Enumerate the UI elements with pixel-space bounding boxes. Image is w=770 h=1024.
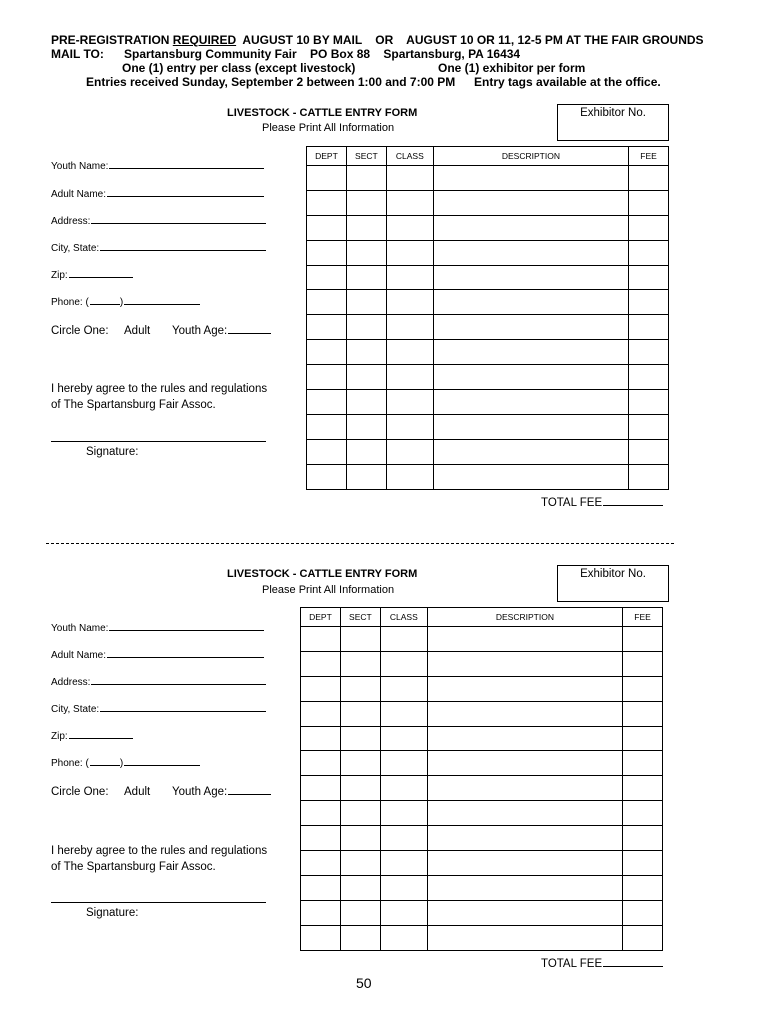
fee-cell[interactable] — [623, 751, 663, 776]
fee-cell[interactable] — [623, 875, 663, 900]
column-header-dept: DEPT — [301, 608, 341, 627]
agreement-line-1: I hereby agree to the rules and regulations — [51, 383, 268, 395]
class-cell[interactable] — [386, 166, 433, 191]
signature-label: Signature: — [86, 446, 139, 458]
table-row — [307, 340, 669, 365]
table-row — [301, 751, 663, 776]
class-cell[interactable] — [386, 215, 433, 240]
fee-cell[interactable] — [629, 390, 669, 415]
description-cell[interactable] — [433, 315, 628, 340]
fee-cell[interactable] — [629, 215, 669, 240]
dept-cell[interactable] — [301, 925, 341, 950]
form-subtitle: Please Print All Information — [262, 122, 395, 134]
fee-cell[interactable] — [629, 190, 669, 215]
fee-cell[interactable] — [623, 925, 663, 950]
dept-cell[interactable] — [301, 676, 341, 701]
youth-name-field[interactable] — [51, 161, 264, 172]
table-row — [301, 925, 663, 950]
header-registration-line — [51, 33, 704, 47]
description-cell[interactable] — [427, 651, 622, 676]
youth-age-field[interactable] — [172, 325, 271, 337]
city-state-label: City, State: — [51, 704, 100, 715]
sect-cell[interactable] — [340, 776, 380, 801]
table-row — [307, 290, 669, 315]
class-cell[interactable] — [380, 776, 427, 801]
sect-cell[interactable] — [340, 751, 380, 776]
description-cell[interactable] — [427, 751, 622, 776]
phone-paren: ) — [119, 297, 124, 308]
youth-name-field[interactable] — [51, 623, 264, 634]
zip-field[interactable] — [51, 270, 133, 281]
class-cell[interactable] — [380, 676, 427, 701]
table-row — [301, 776, 663, 801]
dept-cell[interactable] — [301, 875, 341, 900]
dept-cell[interactable] — [307, 414, 347, 439]
zip-field[interactable] — [51, 731, 133, 742]
fee-cell[interactable] — [623, 851, 663, 876]
description-cell[interactable] — [433, 439, 628, 464]
fee-cell[interactable] — [623, 900, 663, 925]
sect-cell[interactable] — [346, 166, 386, 191]
cut-line — [46, 543, 674, 544]
required-text: REQUIRED — [172, 33, 237, 47]
table-row — [301, 875, 663, 900]
dept-cell[interactable] — [307, 315, 347, 340]
column-header-fee: FEE — [623, 608, 663, 627]
dept-cell[interactable] — [301, 651, 341, 676]
class-cell[interactable] — [386, 265, 433, 290]
table-row — [307, 166, 669, 191]
class-cell[interactable] — [386, 390, 433, 415]
class-cell[interactable] — [386, 414, 433, 439]
phone-paren: ) — [119, 758, 124, 769]
table-row — [307, 265, 669, 290]
total-fee-field[interactable] — [541, 497, 663, 509]
description-cell[interactable] — [427, 900, 622, 925]
dept-cell[interactable] — [301, 900, 341, 925]
sect-cell[interactable] — [340, 826, 380, 851]
sect-cell[interactable] — [346, 190, 386, 215]
dept-cell[interactable] — [307, 464, 347, 489]
table-row — [301, 627, 663, 652]
description-cell[interactable] — [427, 851, 622, 876]
signature-line[interactable] — [51, 902, 266, 903]
dept-cell[interactable] — [301, 826, 341, 851]
table-row — [301, 851, 663, 876]
fee-cell[interactable] — [623, 801, 663, 826]
description-cell[interactable] — [433, 390, 628, 415]
class-cell[interactable] — [380, 900, 427, 925]
rule-entry-per-class: One (1) entry per class (except livestock) — [122, 61, 356, 75]
class-cell[interactable] — [386, 190, 433, 215]
table-header-row — [301, 608, 663, 627]
description-cell[interactable] — [433, 215, 628, 240]
fee-cell[interactable] — [629, 464, 669, 489]
dept-cell[interactable] — [301, 776, 341, 801]
agreement-line-2: of The Spartansburg Fair Assoc. — [51, 399, 216, 411]
sect-cell[interactable] — [346, 390, 386, 415]
rule-entry-tags: Entry tags available at the office. — [474, 75, 661, 89]
sect-cell[interactable] — [340, 900, 380, 925]
dept-cell[interactable] — [301, 701, 341, 726]
class-cell[interactable] — [380, 925, 427, 950]
column-header-class: CLASS — [380, 608, 427, 627]
fee-cell[interactable] — [629, 240, 669, 265]
exhibitor-number-box[interactable] — [557, 565, 669, 602]
phone-label: Phone: ( — [51, 758, 89, 769]
sect-cell[interactable] — [346, 315, 386, 340]
sect-cell[interactable] — [340, 851, 380, 876]
class-cell[interactable] — [380, 651, 427, 676]
fee-cell[interactable] — [623, 676, 663, 701]
fee-cell[interactable] — [623, 651, 663, 676]
fee-cell[interactable] — [623, 701, 663, 726]
phone-field[interactable] — [51, 758, 200, 769]
sect-cell[interactable] — [340, 726, 380, 751]
sect-cell[interactable] — [346, 464, 386, 489]
zip-label: Zip: — [51, 731, 68, 742]
table-row — [307, 365, 669, 390]
address-field[interactable] — [51, 677, 266, 688]
fee-cell[interactable] — [629, 290, 669, 315]
table-row — [307, 215, 669, 240]
table-row — [301, 826, 663, 851]
column-header-description: DESCRIPTION — [433, 147, 628, 166]
table-row — [301, 651, 663, 676]
fee-cell[interactable] — [623, 726, 663, 751]
sect-cell[interactable] — [340, 627, 380, 652]
youth-age-label: Youth Age: — [172, 325, 228, 337]
table-row — [301, 801, 663, 826]
dept-cell[interactable] — [307, 265, 347, 290]
mail-to-line — [51, 47, 104, 61]
class-cell[interactable] — [380, 701, 427, 726]
sect-cell[interactable] — [340, 925, 380, 950]
dept-cell[interactable] — [307, 390, 347, 415]
form-subtitle: Please Print All Information — [262, 584, 395, 596]
table-row — [307, 190, 669, 215]
table-row — [301, 676, 663, 701]
class-cell[interactable] — [380, 826, 427, 851]
dept-cell[interactable] — [301, 726, 341, 751]
class-cell[interactable] — [380, 751, 427, 776]
class-cell[interactable] — [386, 464, 433, 489]
description-cell[interactable] — [433, 414, 628, 439]
phone-field[interactable] — [51, 297, 200, 308]
dept-cell[interactable] — [307, 365, 347, 390]
class-cell[interactable] — [386, 340, 433, 365]
fee-cell[interactable] — [629, 166, 669, 191]
total-fee-label: TOTAL FEE — [541, 497, 603, 509]
table-row — [301, 726, 663, 751]
class-cell[interactable] — [380, 801, 427, 826]
description-cell[interactable] — [433, 190, 628, 215]
dept-cell[interactable] — [301, 801, 341, 826]
entry-table — [306, 146, 669, 490]
fee-cell[interactable] — [623, 627, 663, 652]
column-header-class: CLASS — [386, 147, 433, 166]
fee-cell[interactable] — [629, 315, 669, 340]
zip-label: Zip: — [51, 270, 68, 281]
dept-cell[interactable] — [307, 290, 347, 315]
dept-cell[interactable] — [301, 851, 341, 876]
youth-name-label: Youth Name: — [51, 623, 109, 634]
exhibitor-number-label: Exhibitor No. — [580, 568, 646, 580]
entry-table — [300, 607, 663, 951]
adult-name-label: Adult Name: — [51, 189, 107, 200]
adult-option[interactable]: Adult — [124, 325, 151, 337]
fee-cell[interactable] — [629, 414, 669, 439]
sect-cell[interactable] — [346, 439, 386, 464]
address-label: Address: — [51, 216, 91, 227]
description-cell[interactable] — [427, 726, 622, 751]
table-row — [307, 464, 669, 489]
fee-cell[interactable] — [629, 439, 669, 464]
city-state-field[interactable] — [51, 704, 266, 715]
description-cell[interactable] — [433, 290, 628, 315]
total-fee-label: TOTAL FEE — [541, 958, 603, 970]
column-header-sect: SECT — [346, 147, 386, 166]
table-header-row — [307, 147, 669, 166]
fee-cell[interactable] — [629, 265, 669, 290]
sect-cell[interactable] — [346, 290, 386, 315]
table-row — [307, 390, 669, 415]
sect-cell[interactable] — [346, 215, 386, 240]
table-row — [301, 900, 663, 925]
signature-label: Signature: — [86, 907, 139, 919]
class-cell[interactable] — [380, 875, 427, 900]
adult-name-label: Adult Name: — [51, 650, 107, 661]
description-cell[interactable] — [433, 340, 628, 365]
table-row — [307, 315, 669, 340]
exhibitor-number-label: Exhibitor No. — [580, 107, 646, 119]
sect-cell[interactable] — [340, 676, 380, 701]
description-cell[interactable] — [427, 801, 622, 826]
sect-cell[interactable] — [346, 340, 386, 365]
sect-cell[interactable] — [340, 801, 380, 826]
total-fee-field[interactable] — [541, 958, 663, 970]
adult-name-field[interactable] — [51, 189, 264, 200]
mail-to-address: Spartansburg Community Fair PO Box 88 Spartansburg, PA 16434 — [124, 47, 521, 61]
sect-cell[interactable] — [340, 701, 380, 726]
address-field[interactable] — [51, 216, 266, 227]
city-state-field[interactable] — [51, 243, 266, 254]
table-row — [307, 414, 669, 439]
form-title: LIVESTOCK - CATTLE ENTRY FORM — [227, 568, 418, 580]
adult-option[interactable]: Adult — [124, 786, 151, 798]
description-cell[interactable] — [427, 627, 622, 652]
header-prefix: PRE-REGISTRATION — [51, 33, 173, 47]
column-header-fee: FEE — [629, 147, 669, 166]
youth-name-label: Youth Name: — [51, 161, 109, 172]
fee-cell[interactable] — [623, 826, 663, 851]
description-cell[interactable] — [433, 240, 628, 265]
description-cell[interactable] — [427, 826, 622, 851]
sect-cell[interactable] — [346, 265, 386, 290]
youth-age-field[interactable] — [172, 786, 271, 798]
class-cell[interactable] — [386, 240, 433, 265]
dept-cell[interactable] — [301, 627, 341, 652]
column-header-dept: DEPT — [307, 147, 347, 166]
dept-cell[interactable] — [307, 439, 347, 464]
adult-name-field[interactable] — [51, 650, 264, 661]
agreement-line-2: of The Spartansburg Fair Assoc. — [51, 861, 216, 873]
class-cell[interactable] — [386, 290, 433, 315]
signature-line[interactable] — [51, 441, 266, 442]
exhibitor-number-box[interactable] — [557, 104, 669, 141]
table-row — [301, 701, 663, 726]
table-row — [307, 240, 669, 265]
sect-cell[interactable] — [340, 651, 380, 676]
agreement-line-1: I hereby agree to the rules and regulations — [51, 845, 268, 857]
column-header-description: DESCRIPTION — [427, 608, 622, 627]
class-cell[interactable] — [380, 726, 427, 751]
form-title: LIVESTOCK - CATTLE ENTRY FORM — [227, 107, 418, 119]
description-cell[interactable] — [427, 776, 622, 801]
class-cell[interactable] — [386, 315, 433, 340]
dept-cell[interactable] — [307, 190, 347, 215]
dept-cell[interactable] — [301, 751, 341, 776]
mail-to-label: MAIL TO: — [51, 47, 104, 61]
circle-one-label: Circle One: — [51, 786, 109, 798]
sect-cell[interactable] — [346, 414, 386, 439]
dept-cell[interactable] — [307, 215, 347, 240]
description-cell[interactable] — [427, 676, 622, 701]
address-label: Address: — [51, 677, 91, 688]
dept-cell[interactable] — [307, 166, 347, 191]
description-cell[interactable] — [433, 365, 628, 390]
city-state-label: City, State: — [51, 243, 100, 254]
description-cell[interactable] — [433, 166, 628, 191]
fee-cell[interactable] — [623, 776, 663, 801]
table-row — [307, 439, 669, 464]
page-number: 50 — [356, 975, 372, 991]
rule-entries-sunday: Entries received Sunday, September 2 between 1:00 and 7:00 PM — [86, 75, 456, 89]
sect-cell[interactable] — [346, 365, 386, 390]
header-dates: AUGUST 10 BY MAIL OR AUGUST 10 OR 11, 12-5 PM AT THE FAIR GROUNDS — [236, 33, 704, 47]
description-cell[interactable] — [433, 265, 628, 290]
description-cell[interactable] — [427, 925, 622, 950]
sect-cell[interactable] — [346, 240, 386, 265]
description-cell[interactable] — [427, 875, 622, 900]
sect-cell[interactable] — [340, 875, 380, 900]
phone-label: Phone: ( — [51, 297, 89, 308]
rule-exhibitor-per-form: One (1) exhibitor per form — [438, 61, 586, 75]
class-cell[interactable] — [380, 627, 427, 652]
column-header-sect: SECT — [340, 608, 380, 627]
class-cell[interactable] — [386, 365, 433, 390]
description-cell[interactable] — [433, 464, 628, 489]
class-cell[interactable] — [380, 851, 427, 876]
dept-cell[interactable] — [307, 240, 347, 265]
fee-cell[interactable] — [629, 340, 669, 365]
fee-cell[interactable] — [629, 365, 669, 390]
dept-cell[interactable] — [307, 340, 347, 365]
description-cell[interactable] — [427, 701, 622, 726]
circle-one-label: Circle One: — [51, 325, 109, 337]
youth-age-label: Youth Age: — [172, 786, 228, 798]
class-cell[interactable] — [386, 439, 433, 464]
